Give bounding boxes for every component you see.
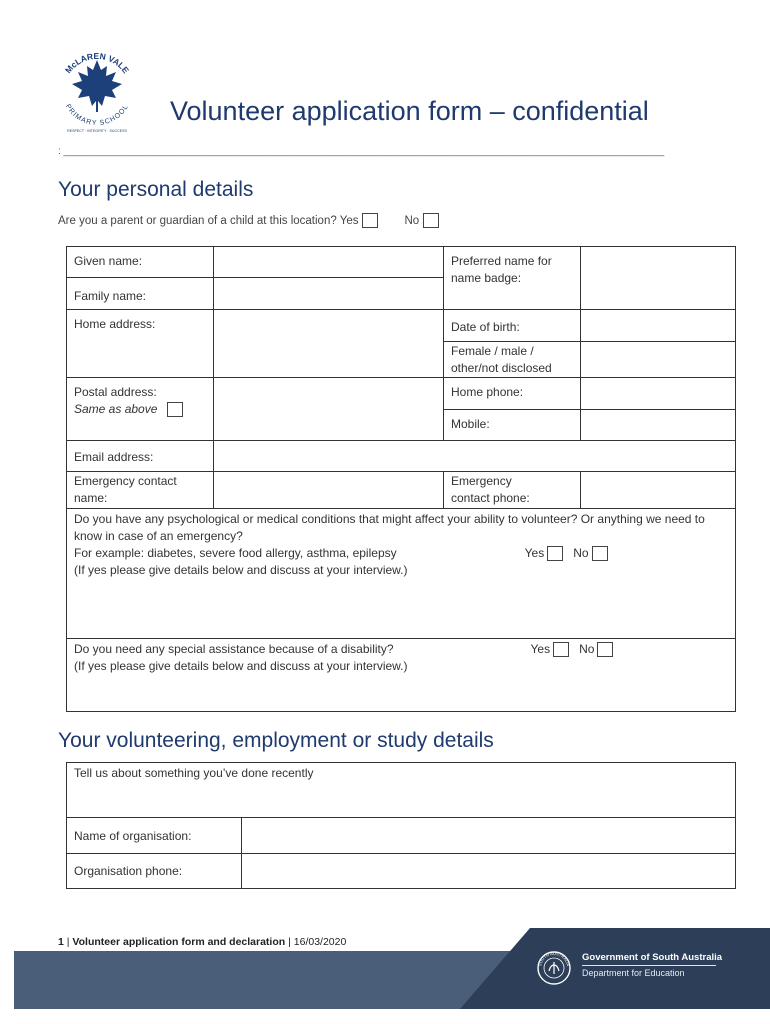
emergency-name-field[interactable] [214,472,444,509]
footer-date: 16/03/2020 [293,936,347,948]
given-name-label: Given name: [67,247,214,278]
org-phone-field[interactable] [242,854,736,889]
same-as-above-label: Same as above [74,402,158,416]
email-field[interactable] [214,441,736,472]
parent-no-label: No [404,214,420,227]
footer-doc-name: Volunteer application form and declaration [72,936,286,948]
logo-arc-bottom: PRIMARY SCHOOL [63,103,131,128]
email-label: Email address: [67,441,214,472]
recent-activity-field[interactable] [67,763,736,818]
org-name-field[interactable] [242,818,736,854]
medical-no-label: No [573,546,589,560]
emergency-phone-field[interactable] [581,472,736,509]
medical-examples: For example: diabetes, severe food allergy, asthma, epilepsy [74,546,397,560]
home-address-field[interactable] [214,310,444,378]
disability-no-checkbox[interactable] [597,642,613,657]
preferred-name-label: Preferred name for name badge: [444,247,581,310]
postal-address-label: Postal address: [74,385,157,399]
government-crest-icon [536,950,572,986]
postal-address-label-cell [67,378,214,441]
gender-field[interactable] [581,342,736,378]
medical-yes-checkbox[interactable] [547,546,563,561]
parent-question-text: Are you a parent or guardian of a child at this location? Yes [58,214,359,227]
logo-motto: RESPECT · INTEGRITY · SUCCESS [67,129,127,133]
recent-activity-label: Tell us about something you’ve done recently [74,766,314,780]
medical-question: Do you have any psychological or medical conditions that might affect your ability to volunteer? Or anything we need to know in case of an emergency? [74,512,705,543]
section-heading-volunteering: Your volunteering, employment or study details [58,729,494,752]
government-name: Government of South Australia [582,952,723,963]
medical-instructions: (If yes please give details below and discuss at your interview.) [74,563,408,577]
disability-cell[interactable] [67,639,736,712]
date-of-birth-field[interactable] [581,310,736,342]
parent-no-checkbox[interactable] [423,213,439,228]
disability-yes-label: Yes [530,642,551,656]
org-name-label: Name of organisation: [67,818,242,854]
family-name-label: Family name: [67,278,214,310]
crest-text: SOUTH AUSTRALIA [537,950,571,967]
footer-page-number: 1 [58,936,64,948]
disability-no-label: No [579,642,595,656]
home-phone-field[interactable] [581,378,736,410]
department-name: Department for Education [582,968,685,978]
medical-conditions-cell[interactable] [67,509,736,639]
parent-yes-checkbox[interactable] [362,213,378,228]
disability-instructions: (If yes please give details below and discuss at your interview.) [74,659,408,673]
page-title: Volunteer application form – confidential [170,96,649,126]
logo-arc-top: McLAREN VALE [62,50,132,76]
medical-yes-label: Yes [524,546,545,560]
emergency-name-label: Emergency contact name: [67,472,214,509]
given-name-field[interactable] [214,247,444,278]
header-subline: : ____________________________________________________________________________________________________________ [58,146,665,157]
volunteering-table [66,762,736,889]
same-as-above-checkbox[interactable] [167,402,183,417]
section-heading-personal: Your personal details [58,178,254,201]
mobile-field[interactable] [581,410,736,441]
footer-doc-info: 1 | Volunteer application form and declaration | 16/03/2020 [58,936,347,948]
mobile-label: Mobile: [444,410,581,441]
home-address-label: Home address: [67,310,214,378]
school-logo [52,46,142,136]
family-name-field[interactable] [214,278,444,310]
org-phone-label: Organisation phone: [67,854,242,889]
gender-label: Female / male / other/not disclosed [444,342,581,378]
home-phone-label: Home phone: [444,378,581,410]
medical-no-checkbox[interactable] [592,546,608,561]
personal-details-table [66,246,736,712]
disability-question: Do you need any special assistance because of a disability? [74,642,394,656]
postal-address-field[interactable] [214,378,444,441]
emergency-phone-label: Emergency contact phone: [444,472,581,509]
disability-yes-checkbox[interactable] [553,642,569,657]
date-of-birth-label: Date of birth: [444,310,581,342]
government-rule [582,965,716,966]
maple-leaf-icon [72,60,122,112]
parent-question [58,213,439,228]
preferred-name-field[interactable] [581,247,736,310]
